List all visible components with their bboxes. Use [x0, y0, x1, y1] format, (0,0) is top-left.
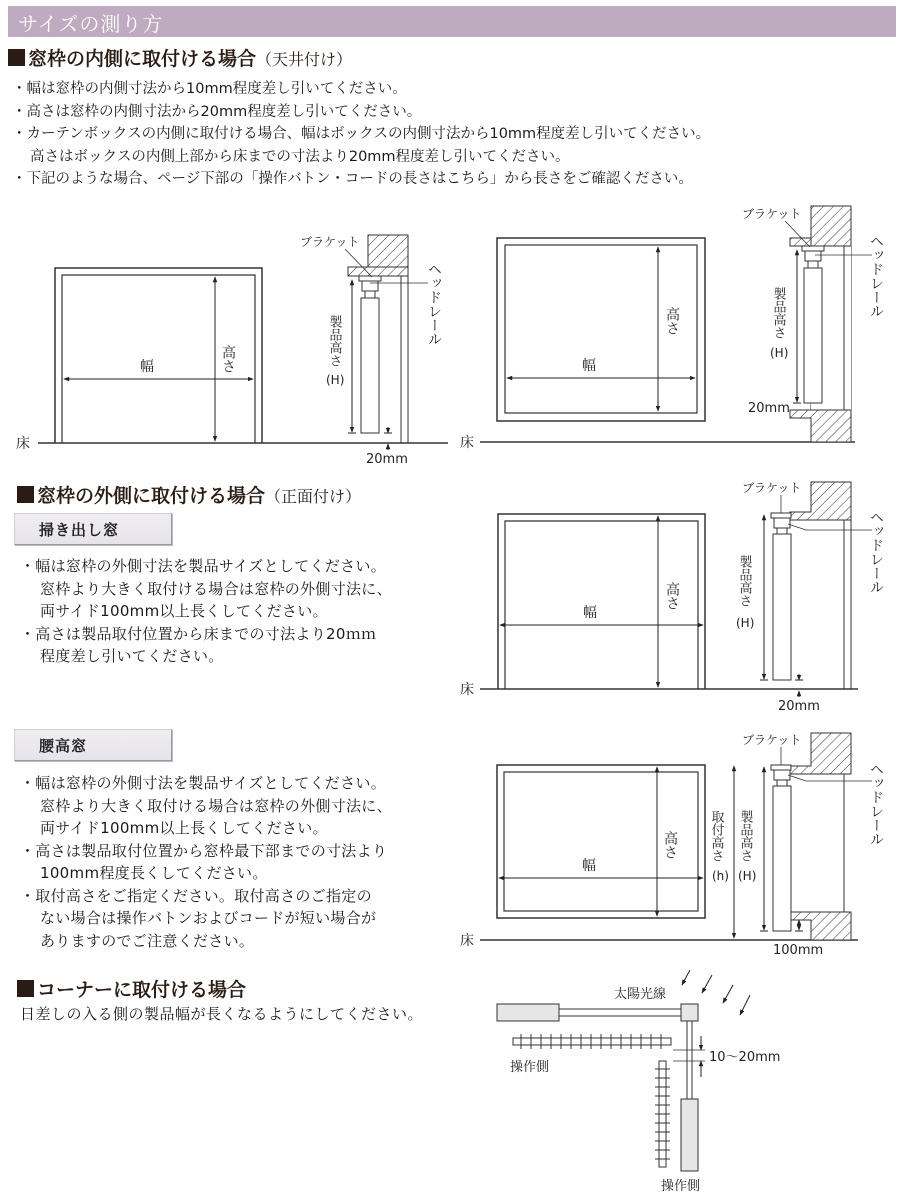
- section-corner-heading: コーナーに取付ける場合: [17, 975, 246, 1002]
- diagram-inside-frame: [0, 225, 460, 470]
- tag-waist-window: 腰高窓: [14, 729, 172, 761]
- svg-text:製品高さ: 製品高さ: [326, 315, 342, 367]
- svg-text:(H): (H): [736, 616, 755, 630]
- page-title-bar: [8, 6, 896, 37]
- svg-text:幅: 幅: [582, 358, 596, 374]
- svg-text:ブラケット: ブラケット: [742, 207, 802, 221]
- bullet-item: ・下記のような場合、ページ下部の「操作バトン・コードの長さはこちら」から長さをご確認ください。: [12, 171, 693, 187]
- section-inside-bullets: [12, 78, 710, 191]
- svg-text:床: 床: [460, 933, 474, 949]
- svg-text:100mm: 100mm: [773, 943, 824, 958]
- section-outside-heading: 窓枠の外側に取付ける場合（正面付け）: [17, 481, 361, 508]
- svg-text:幅: 幅: [582, 858, 596, 874]
- bullet-continuation: 窓枠より大きく取付ける場合は窓枠の外側寸法に、: [40, 579, 392, 598]
- bullet-continuation: ありますのでご注意ください。: [40, 931, 255, 950]
- bullet-item: ・幅は窓枠の外側寸法を製品サイズとしてください。: [20, 774, 387, 792]
- svg-text:(H): (H): [738, 869, 757, 883]
- svg-text:ヘッドレール: ヘッドレール: [868, 762, 884, 846]
- svg-text:(H): (H): [770, 346, 789, 360]
- svg-text:操作側: 操作側: [510, 1060, 550, 1075]
- waist-window-bullets: [20, 772, 392, 952]
- diagram-sweep-window: [460, 475, 900, 720]
- svg-text:高さ: 高さ: [664, 307, 680, 335]
- heading-square-icon: [17, 486, 34, 503]
- svg-text:20mm: 20mm: [366, 452, 408, 467]
- bullet-continuation: 両サイド100mm以上長くしてください。: [40, 602, 328, 620]
- svg-text:高さ: 高さ: [220, 345, 236, 373]
- bullet-continuation: 窓枠より大きく取付ける場合は窓枠の外側寸法に、: [40, 796, 392, 815]
- svg-text:20mm: 20mm: [778, 699, 820, 714]
- svg-text:ヘッドレール: ヘッドレール: [426, 262, 442, 346]
- section-inside-heading: 窓枠の内側に取付ける場合（天井付け）: [8, 44, 352, 71]
- corner-description: 日差しの入る側の製品幅が長くなるようにしてください。: [20, 1005, 424, 1023]
- diagram-corner: [480, 960, 800, 1201]
- svg-text:幅: 幅: [140, 359, 154, 375]
- bullet-item: ・カーテンボックスの内側に取付ける場合、幅はボックスの内側寸法から10mm程度差し引いてください。: [12, 126, 711, 142]
- svg-text:(h): (h): [712, 869, 729, 883]
- bullet-item: ・取付高さをご指定ください。取付高さのご指定の: [20, 886, 372, 905]
- svg-text:製品高さ: 製品高さ: [737, 810, 753, 862]
- svg-text:ブラケット: ブラケット: [742, 733, 802, 747]
- svg-text:(H): (H): [326, 373, 345, 387]
- page-title: サイズの測り方: [18, 12, 164, 36]
- bullet-continuation: 高さはボックスの内側上部から床までの寸法より20mm程度差し引いてください。: [30, 148, 570, 165]
- svg-text:高さ: 高さ: [662, 831, 678, 859]
- svg-text:床: 床: [16, 436, 30, 452]
- tag-sweep-window: 掃き出し窓: [14, 513, 172, 545]
- bullet-item: ・幅は窓枠の内側寸法から10mm程度差し引いてください。: [12, 81, 407, 97]
- heading-square-icon: [8, 49, 25, 66]
- bullet-continuation: ない場合は操作バトンおよびコードが短い場合が: [40, 909, 377, 927]
- bullet-item: ・高さは製品取付位置から窓枠最下部までの寸法より: [20, 841, 388, 860]
- svg-text:操作側: 操作側: [661, 1179, 701, 1194]
- svg-text:高さ: 高さ: [664, 582, 680, 610]
- bullet-continuation: 100mm程度長くしてください。: [40, 864, 268, 882]
- diagram-waist-window: [460, 725, 900, 965]
- sweep-window-bullets: [20, 555, 392, 668]
- svg-text:ブラケット: ブラケット: [300, 235, 360, 249]
- svg-text:取付高さ: 取付高さ: [708, 810, 724, 862]
- bullet-continuation: 程度差し引いてください。: [40, 647, 224, 665]
- diagram-inside-box: [460, 200, 900, 460]
- svg-text:ヘッドレール: ヘッドレール: [868, 510, 884, 594]
- bullet-item: ・高さは窓枠の内側寸法から20mm程度差し引いてください。: [12, 103, 422, 120]
- svg-text:幅: 幅: [583, 605, 597, 621]
- bullet-continuation: 両サイド100mm以上長くしてください。: [40, 819, 328, 837]
- svg-text:ヘッドレール: ヘッドレール: [868, 234, 884, 318]
- bullet-item: ・幅は窓枠の外側寸法を製品サイズとしてください。: [20, 557, 387, 575]
- svg-text:10〜20mm: 10〜20mm: [709, 1050, 781, 1065]
- svg-text:太陽光線: 太陽光線: [614, 987, 667, 1002]
- bullet-item: ・高さは製品取付位置から床までの寸法より20ｍｍ: [20, 624, 377, 643]
- svg-text:床: 床: [460, 682, 474, 698]
- svg-text:ブラケット: ブラケット: [742, 481, 802, 495]
- svg-text:床: 床: [460, 435, 474, 451]
- svg-text:20mm: 20mm: [748, 401, 790, 416]
- svg-text:製品高さ: 製品高さ: [736, 555, 752, 607]
- heading-square-icon: [17, 980, 34, 997]
- svg-text:製品高さ: 製品高さ: [770, 287, 786, 339]
